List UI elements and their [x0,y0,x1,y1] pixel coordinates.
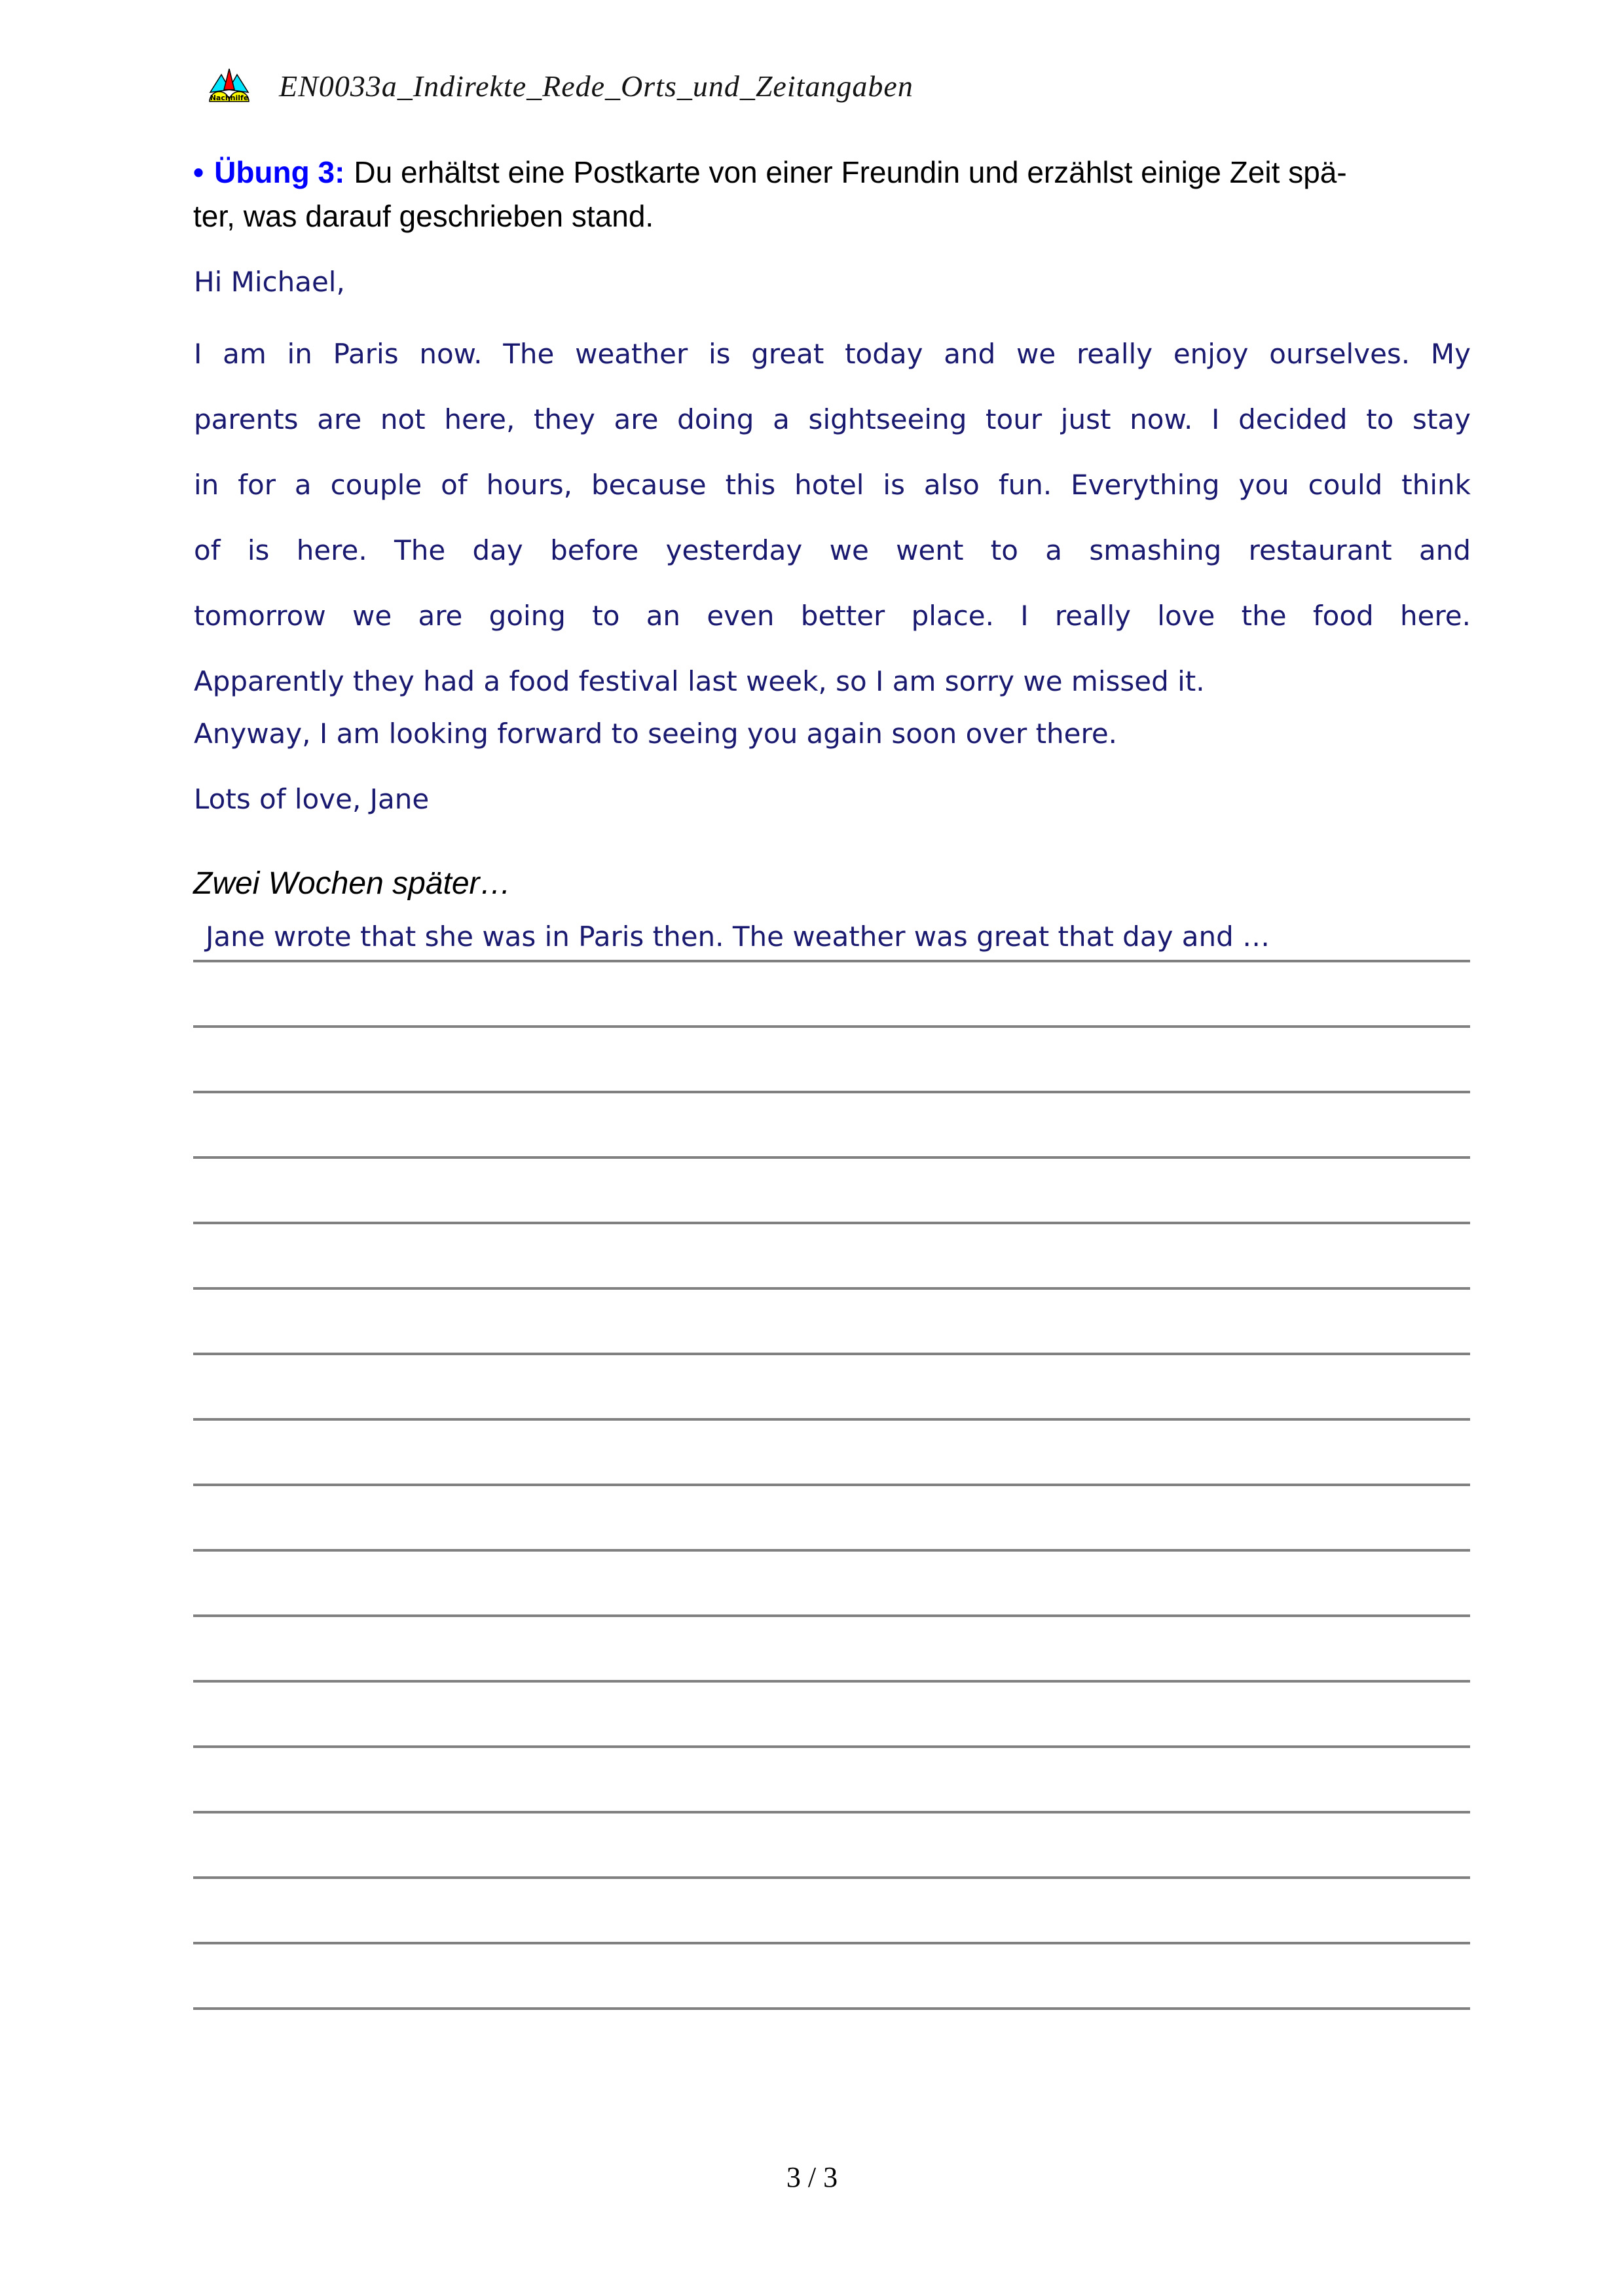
writing-line [193,1745,1470,1748]
postcard-signature: Lots of love, Jane [194,783,430,815]
exercise-instruction-text-1: Du erhältst eine Postkarte von einer Freundin und erzählst einige Zeit spä- [354,155,1347,189]
logo-text: Nachhilfe [210,94,249,102]
transition-text: Zwei Wochen später… [193,866,511,901]
writing-line [193,1353,1470,1355]
postcard-body-line: tomorrow we are going to an even better place. I really love the food here. [194,600,1471,632]
writing-line [193,2007,1470,2010]
postcard-greeting: Hi Michael, [194,266,345,298]
writing-lines [193,960,1470,2010]
writing-line [193,1942,1470,1944]
writing-line [193,1614,1470,1617]
bullet-icon: • [193,155,204,189]
answer-start-text: Jane wrote that she was in Paris then. The weather was great that day and … [206,920,1270,953]
writing-line [193,1091,1470,1093]
writing-line [193,1287,1470,1290]
writing-line [193,1025,1470,1028]
exercise-instruction-line1-row [193,151,1477,194]
postcard-closing: Anyway, I am looking forward to seeing you again soon over there. [194,718,1118,750]
exercise-instruction-text-2: ter, was darauf geschrieben stand. [193,199,654,233]
writing-line [193,1222,1470,1224]
writing-line [193,1484,1470,1486]
postcard-body-line: in for a couple of hours, because this hotel is also fun. Everything you could think [194,469,1471,501]
exercise-instruction [193,151,1477,238]
writing-line [193,1549,1470,1552]
writing-line [193,1156,1470,1159]
postcard-body-line: parents are not here, they are doing a sightseeing tour just now. I decided to stay [194,403,1471,435]
nachhilfe-logo-icon [208,68,250,103]
document-title: EN0033a_Indirekte_Rede_Orts_und_Zeitangaben [279,69,913,103]
postcard-body-line: Apparently they had a food festival last week, so I am sorry we missed it. [194,665,1205,697]
page-number: 3 / 3 [786,2161,838,2193]
page-header [208,68,913,103]
writing-line [193,1418,1470,1421]
writing-line [193,1811,1470,1813]
page-footer [0,2160,1624,2194]
exercise-label: Übung 3: [214,155,345,189]
writing-line [193,1680,1470,1683]
postcard-body-line: I am in Paris now. The weather is great today and we really enjoy ourselves. My [194,338,1471,370]
writing-line [193,1876,1470,1879]
postcard-body [194,321,1471,714]
postcard-body-line: of is here. The day before yesterday we went to a smashing restaurant and [194,534,1471,566]
writing-line [193,960,1470,962]
